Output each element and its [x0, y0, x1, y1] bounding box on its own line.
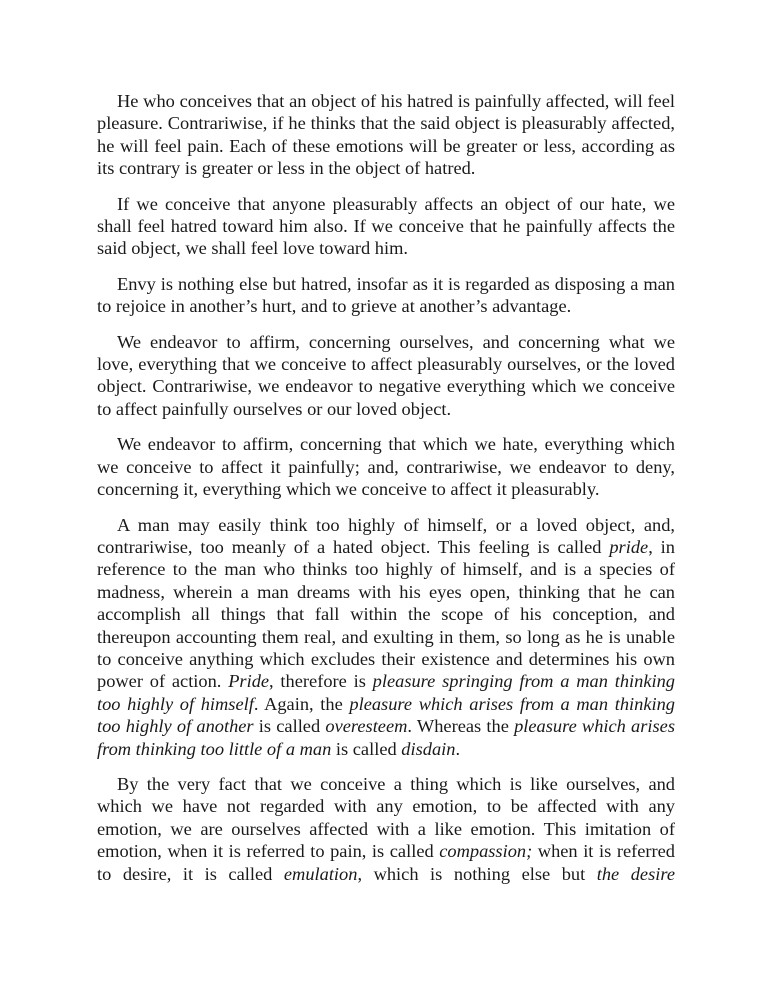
paragraph-1 [97, 90, 675, 180]
paragraph-6-text: is called [331, 738, 402, 759]
paragraph-7-emphasis: the desire [596, 863, 675, 884]
paragraph-6-emphasis: Pride [228, 671, 270, 692]
paragraph-6-text: . [455, 738, 461, 759]
paragraph-4 [97, 331, 675, 421]
paragraph-6 [97, 514, 675, 760]
paragraph-6-text: , in reference to the man who thinks too highly of himself, and is a species of madness, wherein a man dreams with his eyes open, thinking that he can accomplish all things that fall within the scope of his conception, and thereupon accounting them real, and exulting in them, so long as he is unable to conceive anything which excludes their existence and determines his own power of action. [97, 536, 675, 692]
paragraph-6-text: A man may easily think too highly of himself, or a loved object, and, contrariwise, too meanly of a hated object. This feeling is called [97, 514, 675, 557]
paragraph-7-text: By the very fact that we conceive a thing which is like ourselves, and which we have not regarded with any emotion, to be affected with any emotion, we are ourselves affected with a like emotion. This imitation of emotion, when it is referred to pain, is called [97, 773, 675, 862]
paragraph-3 [97, 273, 675, 318]
paragraph-6-text: , therefore is [269, 671, 373, 692]
paragraph-6-text: . Again, the [253, 693, 350, 714]
paragraph-6-emphasis: pride [609, 536, 649, 557]
paragraph-6-emphasis: pleasure springing from a man thinking too highly of himself [97, 671, 675, 714]
paragraph-3-text: Envy is nothing else but hatred, insofar as it is regarded as disposing a man to rejoice in another’s hurt, and to grieve at another’s advantage. [97, 273, 675, 317]
paragraph-6-emphasis: pleasure which arises from thinking too little of a man [97, 716, 676, 759]
paragraph-5 [97, 433, 675, 500]
paragraph-2 [97, 193, 675, 260]
paragraph-6-emphasis: disdain [401, 738, 456, 759]
paragraph-7-text: , which is nothing else but [357, 863, 597, 884]
paragraph-7-text: when it is referred to desire, it is called [97, 841, 676, 884]
paragraph-6-emphasis: pleasure which arises from a man thinking too highly of another [97, 693, 675, 737]
document-page [97, 90, 675, 898]
paragraph-5-text: We endeavor to affirm, concerning that which we hate, everything which we conceive to affect it painfully; and, contrariwise, we endeavor to deny, concerning it, everything which we conceive to affect it pleasurably. [97, 434, 675, 500]
paragraph-2-text: If we conceive that anyone pleasurably affects an object of our hate, we shall feel hatred toward him also. If we conceive that he painfully affects the said object, we shall feel love toward him. [97, 193, 675, 259]
paragraph-6-text: . Whereas the [407, 716, 515, 737]
paragraph-7-emphasis: compassion; [439, 841, 533, 862]
paragraph-7 [97, 773, 675, 885]
paragraph-6-emphasis: overesteem [325, 716, 408, 737]
paragraph-1-text: He who conceives that an object of his hatred is painfully affected, will feel pleasure. Contrariwise, if he thinks that the said object is pleasurably affected, he will feel pain. Each of these emotions will be greater or less, according as its contrary is greater or less in the object of hatred. [97, 91, 675, 179]
paragraph-7-emphasis: emulation [283, 863, 358, 884]
paragraph-6-text: is called [253, 716, 326, 737]
paragraph-4-text: We endeavor to affirm, concerning ourselves, and concerning what we love, everything that we conceive to affect pleasurably ourselves, or the loved object. Contrariwise, we endeavor to negative everything which we conceive to affect painfully ourselves or our loved object. [97, 331, 675, 419]
